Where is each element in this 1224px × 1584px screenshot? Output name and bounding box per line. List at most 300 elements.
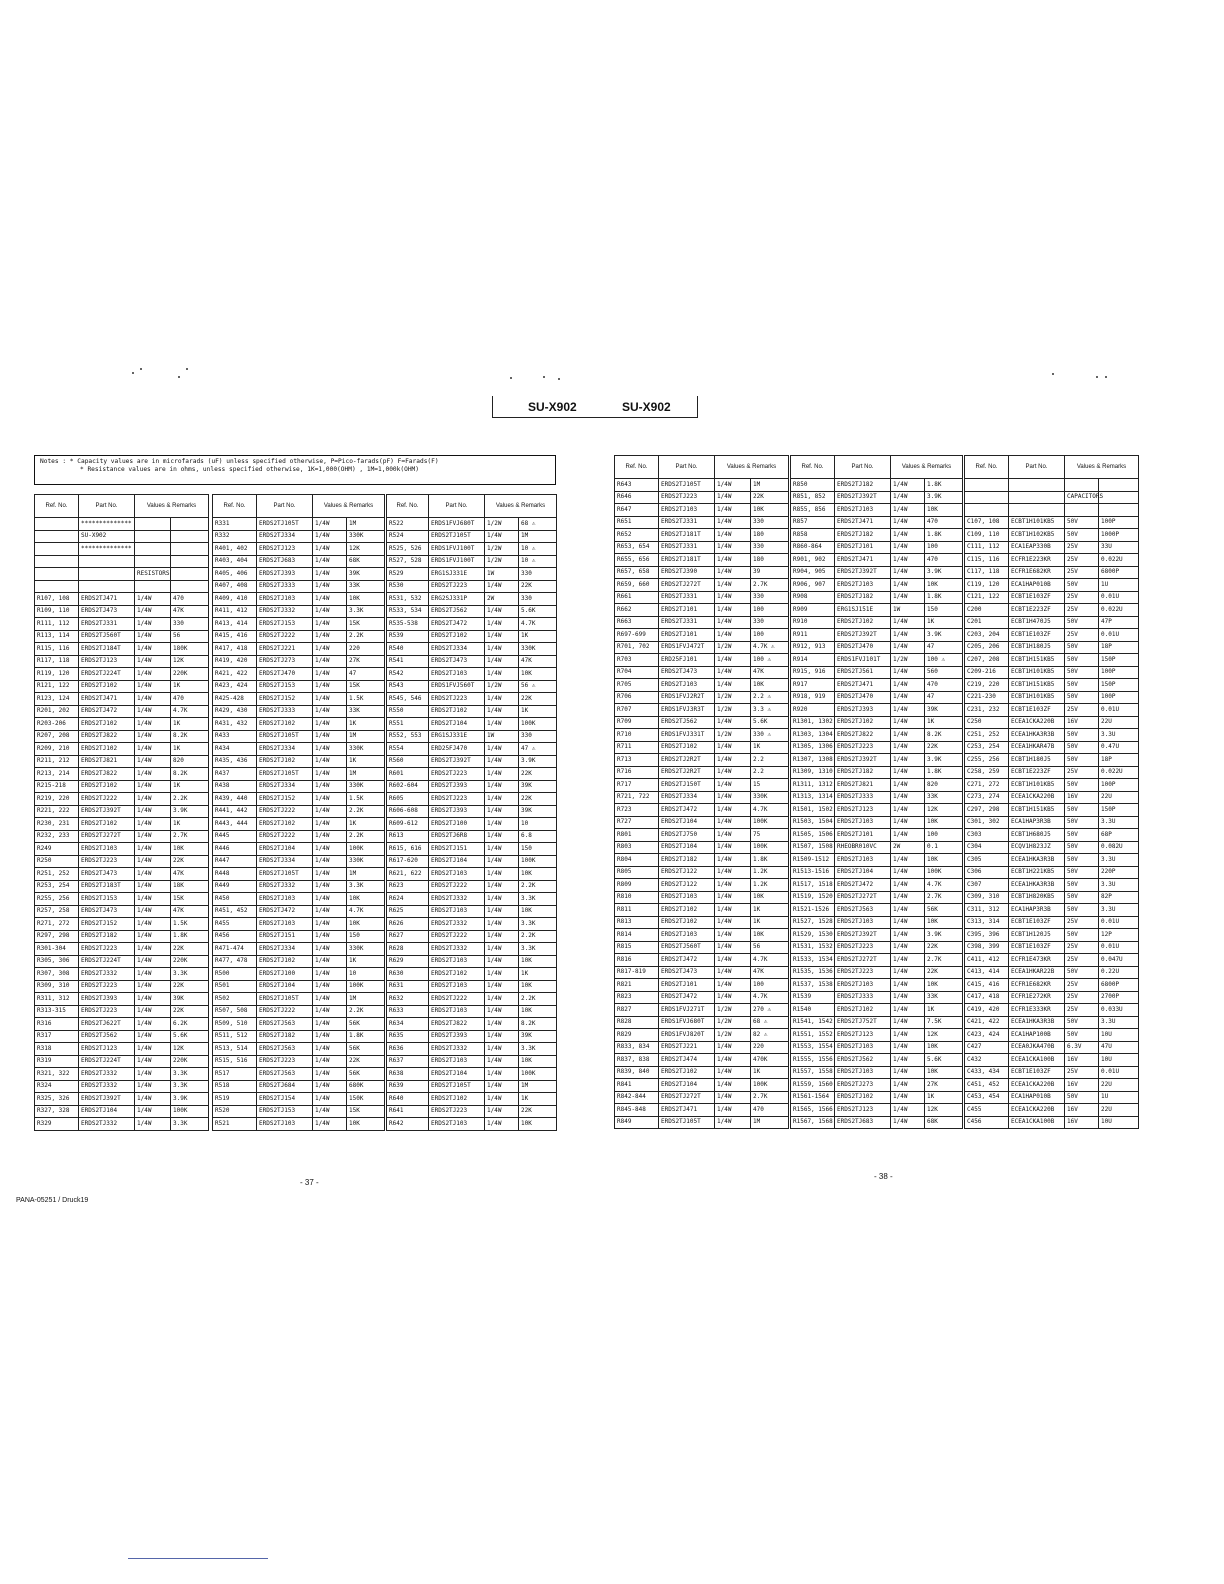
cell-part-no: ERDS2TJ334 [257, 943, 313, 956]
table-row [791, 491, 963, 504]
table-row [35, 668, 209, 681]
cell-value: 39K [171, 993, 209, 1006]
cell-ref-no: R332 [213, 530, 257, 543]
cell-wattage: 1/4W [715, 779, 751, 792]
cell-value: 3.3K [347, 605, 385, 618]
table-row [965, 654, 1139, 667]
cell-wattage: 50V [1065, 929, 1099, 942]
cell-wattage: 1/4W [135, 830, 171, 843]
table-row [387, 555, 557, 568]
table-row [35, 830, 209, 843]
cell-value: 12K [171, 655, 209, 668]
cell-ref-no: C417, 418 [965, 991, 1009, 1004]
cell-ref-no: R411, 412 [213, 605, 257, 618]
cell-value: 3.3K [171, 1118, 209, 1131]
cell-part-no: ERDS2TJ223 [257, 1055, 313, 1068]
cell-value: 22K [751, 491, 789, 504]
cell-value: 39 [751, 566, 789, 579]
cell-ref-no: R615, 616 [387, 843, 429, 856]
cell-value: 10 [519, 818, 557, 831]
cell-part-no: ERDS2TJ100 [429, 818, 485, 831]
cell-wattage: 1/4W [485, 643, 519, 656]
cell-ref-no: R858 [791, 529, 835, 542]
cell-part-no: ECBT1H151KB5 [1009, 804, 1065, 817]
table-row [791, 1041, 963, 1054]
table-row [965, 1041, 1139, 1054]
cell-value: 470 [925, 679, 963, 692]
cell-value: 39K [519, 1030, 557, 1043]
cell-value: 470 [171, 693, 209, 706]
table-row [387, 530, 557, 543]
cell-value: 27K [925, 1079, 963, 1092]
cell-wattage: 1/4W [891, 1004, 925, 1017]
cell-part-no: ERDS2TJ332 [429, 943, 485, 956]
cell-part-no: ERDS2TJ102 [659, 904, 715, 917]
cell-ref-no: R912, 913 [791, 641, 835, 654]
table-row [965, 804, 1139, 817]
cell-ref-no: R701, 702 [615, 641, 659, 654]
cell-value: 1U [1099, 579, 1139, 592]
cell-wattage: 1/4W [891, 754, 925, 767]
table-row [387, 1105, 557, 1118]
cell-value: 1K [171, 818, 209, 831]
cell-wattage: 1/4W [715, 504, 751, 517]
table-row [965, 916, 1139, 929]
table-row [965, 816, 1139, 829]
cell-wattage: 50V [1065, 816, 1099, 829]
cell-part-no: ECBT1E223ZF [1009, 604, 1065, 617]
table-row [387, 1055, 557, 1068]
cell-ref-no: R316 [35, 1018, 79, 1031]
cell-wattage: 1/4W [313, 843, 347, 856]
cell-part-no: ERDS1FVJ101T [835, 654, 891, 667]
table-row [35, 1118, 209, 1131]
cell-value: 47P [1099, 616, 1139, 629]
cell-ref-no: R448 [213, 868, 257, 881]
cell-value: 1.2K [751, 866, 789, 879]
cell-part-no: ERDS2TJ332 [257, 605, 313, 618]
table-row [387, 743, 557, 756]
table-row [791, 791, 963, 804]
cell-ref-no: R1551, 1552 [791, 1029, 835, 1042]
table-row [213, 518, 385, 531]
cell-wattage: 1/4W [891, 529, 925, 542]
cell-value: 68 ⚠ [519, 518, 557, 531]
page-number-left: - 37 - [300, 1178, 319, 1187]
cell-wattage: 1/4W [891, 679, 925, 692]
cell-value: 2.2K [347, 1005, 385, 1018]
cell-value: 10K [519, 868, 557, 881]
cell-wattage: 1/4W [891, 1054, 925, 1067]
cell-part-no: ERDS2TJ472 [659, 954, 715, 967]
cell-wattage: 50V [1065, 1016, 1099, 1029]
cell-value: 0.47U [1099, 741, 1139, 754]
cell-part-no: ECEA1CKA100B [1009, 1054, 1065, 1067]
table-row [791, 966, 963, 979]
cell-part-no: ERDS1FVJ100T [429, 543, 485, 556]
cell-value: 39K [519, 780, 557, 793]
cell-ref-no: R621, 622 [387, 868, 429, 881]
table-row [615, 779, 789, 792]
cell-part-no: ERDS2TJ223 [835, 966, 891, 979]
table-row [35, 918, 209, 931]
cell-wattage: 1/2W [715, 641, 751, 654]
table-row [35, 693, 209, 706]
cell-value: 330 ⚠ [751, 729, 789, 742]
cell-wattage: 50V [1065, 654, 1099, 667]
cell-wattage: 1/2W [715, 1029, 751, 1042]
cell-wattage: 1/4W [715, 1104, 751, 1117]
table-row [213, 1030, 385, 1043]
cell-value: 1U [1099, 1091, 1139, 1104]
cell-wattage: 1/4W [485, 1093, 519, 1106]
cell-part-no: ERDS2TJ102 [429, 1093, 485, 1106]
cell-wattage: 6.3V [1065, 1041, 1099, 1054]
cell-part-no: ************** [79, 518, 135, 531]
cell-part-no: ECA1HAP010B [1009, 1091, 1065, 1104]
cell-ref-no: R1561-1564 [791, 1091, 835, 1104]
cell-ref-no: R911 [791, 629, 835, 642]
cell-ref-no: R723 [615, 804, 659, 817]
cell-value: 4.7K [751, 804, 789, 817]
cell-value: 100K [519, 855, 557, 868]
cell-ref-no: R456 [213, 930, 257, 943]
table-row [791, 816, 963, 829]
cell-part-no: ERDS2TJ390 [659, 566, 715, 579]
cell-part-no: ERDS2TJ560T [659, 941, 715, 954]
table-row [615, 1079, 789, 1092]
cell-ref-no: C456 [965, 1116, 1009, 1129]
cell-ref-no: R706 [615, 691, 659, 704]
cell-value: 4.7K [347, 905, 385, 918]
cell-ref-no: R813 [615, 916, 659, 929]
cell-ref-no: R651 [615, 516, 659, 529]
cell-ref-no [35, 580, 79, 593]
cell-wattage: 1/4W [891, 616, 925, 629]
cell-value: 3.3K [347, 880, 385, 893]
cell-part-no: ERDS2TJ471 [659, 1104, 715, 1117]
cell-part-no: ERDS2TJ102 [835, 1091, 891, 1104]
cell-wattage: 1/4W [891, 1041, 925, 1054]
cell-value: 3.9K [925, 491, 963, 504]
cell-wattage: 1/4W [135, 1118, 171, 1131]
cell-value: 330K [751, 791, 789, 804]
table-row [387, 705, 557, 718]
table-row [791, 904, 963, 917]
cell-value: 3.3U [1099, 816, 1139, 829]
table-row [35, 893, 209, 906]
cell-value: 82P [1099, 891, 1139, 904]
cell-ref-no: C427 [965, 1041, 1009, 1054]
cell-wattage: 1/4W [135, 1068, 171, 1081]
cell-wattage: 1/4W [135, 718, 171, 731]
cell-part-no: ERDS2TJ103 [429, 955, 485, 968]
cell-value: 150 [519, 843, 557, 856]
cell-value: 10U [1099, 1054, 1139, 1067]
cell-wattage: 1/4W [485, 1030, 519, 1043]
cell-ref-no: R107, 108 [35, 593, 79, 606]
cell-ref-no: R1309, 1310 [791, 766, 835, 779]
cell-part-no: ERDS2TJ102 [257, 718, 313, 731]
table-row [791, 666, 963, 679]
cell-value: 5.6K [925, 1054, 963, 1067]
cell-part-no: ERD25FJ101 [659, 654, 715, 667]
cell-value: 2.2 [751, 754, 789, 767]
cell-value: 0.22U [1099, 966, 1139, 979]
cell-wattage: 25V [1065, 766, 1099, 779]
table-row [387, 1080, 557, 1093]
cell-wattage: 1/4W [485, 1043, 519, 1056]
cell-ref-no: R271, 272 [35, 918, 79, 931]
cell-value: 1.5K [347, 693, 385, 706]
cell-part-no: ERDS1FVJ331T [659, 729, 715, 742]
cell-ref-no: R641 [387, 1105, 429, 1118]
cell-ref-no: C419, 420 [965, 1004, 1009, 1017]
cell-wattage: 1/4W [715, 1091, 751, 1104]
cell-part-no: ERDS2TJ562 [835, 1054, 891, 1067]
cell-value: 2.7K [751, 1091, 789, 1104]
cell-wattage: 50V [1065, 891, 1099, 904]
cell-part-no: ECQV1H823JZ [1009, 841, 1065, 854]
cell-value: 330 [751, 541, 789, 554]
table-row [35, 580, 209, 593]
cell-value: 10 ⚠ [519, 543, 557, 556]
cell-part-no: ERDS2TJ152 [79, 918, 135, 931]
table-row [387, 868, 557, 881]
cell-ref-no: R522 [387, 518, 429, 531]
table-row [615, 891, 789, 904]
cell-ref-no: R713 [615, 754, 659, 767]
table-row [615, 1004, 789, 1017]
cell-wattage: 1/4W [485, 1118, 519, 1131]
cell-value: 330 [751, 591, 789, 604]
cell-part-no: ECFR1E223KR [1009, 554, 1065, 567]
cell-wattage: 1/4W [313, 755, 347, 768]
cell-part-no: ERDS2TJ222 [257, 805, 313, 818]
cell-ref-no: R502 [213, 993, 257, 1006]
table-row [965, 1066, 1139, 1079]
cell-ref-no: C455 [965, 1104, 1009, 1117]
cell-wattage: 1/4W [891, 891, 925, 904]
cell-wattage: 1/4W [313, 805, 347, 818]
cell-part-no: ECFR1E473KR [1009, 954, 1065, 967]
table-row [213, 780, 385, 793]
cell-wattage: 1/4W [313, 880, 347, 893]
cell-ref-no: R115, 116 [35, 643, 79, 656]
cell-value: 100 ⚠ [925, 654, 963, 667]
cell-value: 180K [171, 643, 209, 656]
parts-table-5 [790, 455, 963, 1129]
cell-value: 3.9K [925, 629, 963, 642]
cell-part-no: ERDS2TJ332 [79, 1118, 135, 1131]
cell-wattage: 1/4W [891, 779, 925, 792]
cell-value [1099, 479, 1139, 492]
table-row [965, 1016, 1139, 1029]
header-values-remarks: Values & Remarks [715, 456, 789, 479]
table-row [791, 516, 963, 529]
table-row [965, 666, 1139, 679]
cell-ref-no: R117, 118 [35, 655, 79, 668]
cell-value: 8.2K [925, 729, 963, 742]
cell-ref-no: R550 [387, 705, 429, 718]
cell-value: 8.2K [171, 730, 209, 743]
table-row [35, 905, 209, 918]
table-row [387, 580, 557, 593]
table-row [213, 1043, 385, 1056]
cell-value: 220 [347, 643, 385, 656]
cell-wattage: 1/4W [313, 743, 347, 756]
cell-wattage: 50V [1065, 666, 1099, 679]
cell-part-no: ERDS2TJ393 [429, 780, 485, 793]
cell-value: 6800P [1099, 566, 1139, 579]
cell-wattage: 1/4W [135, 818, 171, 831]
cell-wattage: 50V [1065, 754, 1099, 767]
cell-ref-no: R542 [387, 668, 429, 681]
cell-value: 470 [751, 1104, 789, 1117]
cell-ref-no: R425-428 [213, 693, 257, 706]
cell-ref-no: C221-230 [965, 691, 1009, 704]
cell-ref-no: R920 [791, 704, 835, 717]
cell-part-no: ERDS2TJ822 [79, 768, 135, 781]
cell-wattage: 1/4W [715, 554, 751, 567]
table-row [213, 955, 385, 968]
cell-ref-no: C253, 254 [965, 741, 1009, 754]
table-row [791, 766, 963, 779]
cell-value: 1K [925, 616, 963, 629]
cell-ref-no: R908 [791, 591, 835, 604]
cell-part-no: ERG1SJ151E [835, 604, 891, 617]
table-row [965, 779, 1139, 792]
cell-value: 10K [751, 891, 789, 904]
cell-value: 470 [171, 593, 209, 606]
cell-wattage: 1/4W [715, 829, 751, 842]
table-row [387, 668, 557, 681]
cell-part-no: ERDS2TJ221 [659, 1041, 715, 1054]
table-row [791, 1054, 963, 1067]
cell-ref-no: C432 [965, 1054, 1009, 1067]
cell-value: 3.9K [519, 755, 557, 768]
cell-wattage: 1/4W [135, 1055, 171, 1068]
cell-wattage: 1/4W [891, 491, 925, 504]
cell-value: 1M [751, 479, 789, 492]
cell-part-no: ERDS2TJ223 [79, 980, 135, 993]
cell-part-no: ERDS2TJ104 [835, 866, 891, 879]
cell-part-no: ECEA1CKA220B [1009, 791, 1065, 804]
cell-ref-no: R121, 122 [35, 680, 79, 693]
cell-wattage: 1/4W [135, 980, 171, 993]
cell-wattage: 1/4W [891, 591, 925, 604]
cell-value: 39K [347, 568, 385, 581]
cell-wattage: 1/4W [135, 768, 171, 781]
table-row [387, 693, 557, 706]
table-row [615, 829, 789, 842]
cell-part-no: ERDS2TJ471 [835, 554, 891, 567]
cell-part-no: ERDS2TJ103 [835, 816, 891, 829]
cell-ref-no: C415, 416 [965, 979, 1009, 992]
cell-wattage: 1/4W [313, 1043, 347, 1056]
cell-value: 0.01U [1099, 1066, 1139, 1079]
cell-ref-no: R401, 402 [213, 543, 257, 556]
cell-ref-no: R625 [387, 905, 429, 918]
cell-wattage: 1/4W [135, 1005, 171, 1018]
cell-value: 56 [751, 941, 789, 954]
scan-speck [1052, 373, 1054, 375]
cell-ref-no: R849 [615, 1116, 659, 1129]
table-row [387, 1118, 557, 1131]
cell-part-no: ERDS2TJ153 [79, 893, 135, 906]
cell-ref-no: R501 [213, 980, 257, 993]
table-row [615, 791, 789, 804]
table-header-row [965, 456, 1139, 479]
cell-value: 47U [1099, 1041, 1139, 1054]
table-row [791, 504, 963, 517]
cell-wattage: 1/4W [135, 593, 171, 606]
cell-part-no: ERDS2TJ752T [835, 1016, 891, 1029]
cell-ref-no: R646 [615, 491, 659, 504]
cell-part-no: ERDS2TJ472 [659, 804, 715, 817]
table-row [213, 993, 385, 1006]
cell-ref-no: R471-474 [213, 943, 257, 956]
header-values-remarks: Values & Remarks [1065, 456, 1139, 479]
cell-ref-no [35, 568, 79, 581]
cell-value: 15K [347, 618, 385, 631]
cell-wattage: 1/4W [715, 954, 751, 967]
cell-wattage: CAPACITORS [1065, 491, 1099, 504]
cell-wattage: 1/4W [891, 666, 925, 679]
cell-wattage: 1/4W [135, 943, 171, 956]
cell-wattage: 1/4W [891, 504, 925, 517]
cell-part-no: ERDS2TJ750 [659, 829, 715, 842]
cell-wattage: 1/4W [313, 830, 347, 843]
cell-value: 270 ⚠ [751, 1004, 789, 1017]
cell-part-no: ERDS2TJ103 [835, 579, 891, 592]
cell-wattage [135, 518, 171, 531]
cell-ref-no: R449 [213, 880, 257, 893]
cell-wattage: 1/4W [485, 1105, 519, 1118]
table-row [791, 691, 963, 704]
cell-ref-no: C250 [965, 716, 1009, 729]
cell-ref-no: R655, 656 [615, 554, 659, 567]
cell-part-no: ERDS2TJ103 [429, 1118, 485, 1131]
cell-wattage: 1/4W [715, 654, 751, 667]
cell-wattage: 1/4W [313, 943, 347, 956]
cell-wattage: 1/4W [313, 955, 347, 968]
table-row [387, 1068, 557, 1081]
cell-ref-no: R626 [387, 918, 429, 931]
cell-part-no: ECBT1H680J5 [1009, 829, 1065, 842]
cell-part-no: ERDS2TJ393 [429, 805, 485, 818]
table-row [965, 629, 1139, 642]
cell-part-no: ERDS2TJ392T [429, 755, 485, 768]
cell-wattage: 1/4W [135, 893, 171, 906]
cell-ref-no: R311, 312 [35, 993, 79, 1006]
cell-ref-no: R811 [615, 904, 659, 917]
cell-ref-no: R305, 306 [35, 955, 79, 968]
cell-ref-no: R906, 907 [791, 579, 835, 592]
cell-part-no: ERDS1FVJ100T [429, 555, 485, 568]
cell-value: 330 [751, 616, 789, 629]
cell-ref-no: R543 [387, 680, 429, 693]
cell-part-no: ERDS2TJ622T [79, 1018, 135, 1031]
cell-wattage: 1/4W [715, 754, 751, 767]
table-row [213, 830, 385, 843]
cell-ref-no: R642 [387, 1118, 429, 1131]
cell-ref-no: R409, 410 [213, 593, 257, 606]
cell-part-no: ERDS2TJ102 [659, 741, 715, 754]
table-row [35, 980, 209, 993]
cell-ref-no: R1505, 1506 [791, 829, 835, 842]
table-row [615, 979, 789, 992]
